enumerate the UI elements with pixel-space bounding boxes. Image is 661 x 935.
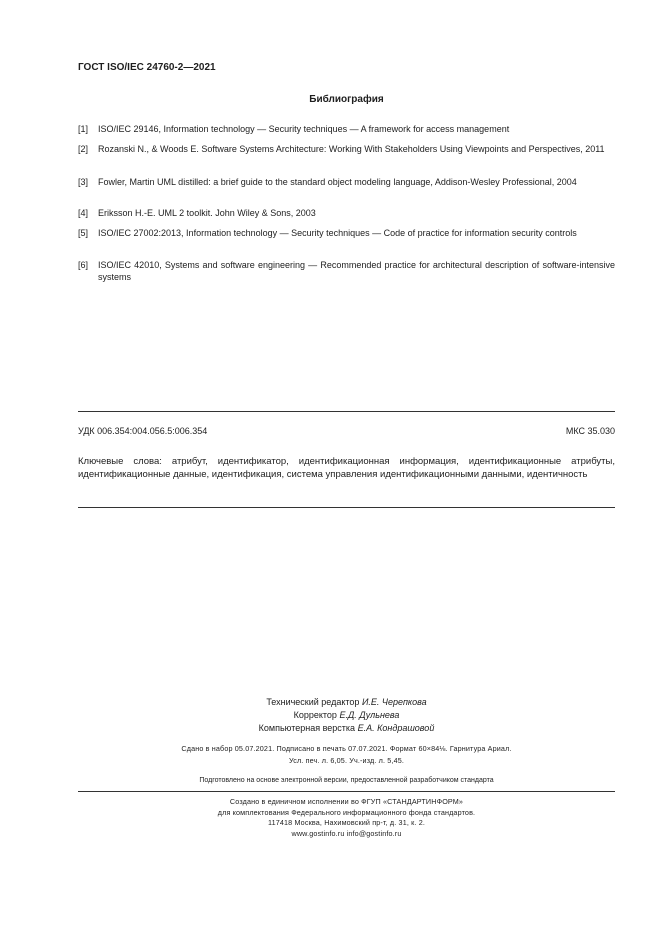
corrector-name: Е.Д. Дульнева [339, 710, 400, 720]
layout-name: Е.А. Кондрашовой [357, 723, 435, 733]
layout-label: Компьютерная верстка [258, 723, 356, 733]
entry-text: ISO/IEC 42010, Systems and software engineering — Recommended practice for architectural description of software-intensive systems [98, 260, 615, 282]
document-code: ГОСТ ISO/IEC 24760-2—2021 [78, 62, 216, 73]
tech-editor-label: Технический редактор [266, 697, 360, 707]
bibliography-entry [78, 144, 615, 156]
bibliography-entry [78, 177, 615, 189]
print-info-line: Усл. печ. л. 6,05. Уч.-изд. л. 5,45. [288, 756, 405, 765]
publisher-info [0, 797, 661, 839]
entry-number: [2] [78, 144, 89, 154]
entry-number: [5] [78, 228, 89, 238]
entry-text: ISO/IEC 29146, Information technology — Security techniques — A framework for access management [98, 124, 510, 134]
entry-number: [4] [78, 208, 89, 218]
publisher-line: 117418 Москва, Нахимовский пр-т, д. 31, к. 2. [267, 818, 426, 827]
tech-editor-line [0, 696, 661, 709]
prepared-note: Подготовлено на основе электронной версии, предоставленной разработчиком стандарта [199, 777, 494, 784]
bibliography-title: Библиография [309, 94, 384, 105]
corrector-label: Корректор [293, 710, 337, 720]
bibliography-entry [78, 260, 615, 283]
publisher-line: для комплектования Федерального информационного фонда стандартов. [217, 807, 476, 817]
udk-code: УДК 006.354:004.056.5:006.354 [78, 426, 208, 436]
bibliography-entry [78, 208, 615, 220]
bibliography-entry [78, 228, 615, 240]
divider-publisher [78, 791, 615, 792]
entry-number: [3] [78, 177, 89, 187]
publisher-line: www.gostinfo.ru info@gostinfo.ru [291, 828, 402, 838]
mks-code: МКС 35.030 [565, 426, 615, 436]
divider-top [78, 411, 615, 412]
credits [0, 696, 661, 735]
divider-bottom [78, 507, 615, 508]
entry-text: Rozanski N., & Woods E. Software Systems Architecture: Working With Stakeholders Using Viewpoints and Perspectives, 2011 [98, 144, 605, 154]
entry-number: [6] [78, 260, 89, 270]
corrector-line [0, 709, 661, 722]
entry-text: ISO/IEC 27002:2013, Information technology — Security techniques — Code of practice for information security controls [98, 228, 577, 238]
layout-line [0, 722, 661, 735]
publisher-line: Создано в единичном исполнении во ФГУП «СТАНДАРТИНФОРМ» [229, 797, 464, 806]
entry-number: [1] [78, 124, 89, 134]
print-info-line: Сдано в набор 05.07.2021. Подписано в печать 07.07.2021. Формат 60×84⅛. Гарнитура Ариал. [181, 744, 512, 753]
entry-text: Eriksson H.-E. UML 2 toolkit. John Wiley & Sons, 2003 [98, 208, 316, 218]
keywords: Ключевые слова: атрибут, идентификатор, идентификационная информация, идентификационные атрибуты, идентификационные данные, идентификация, система управления идентификационными данными, идентичность [78, 456, 615, 480]
bibliography-entry [78, 124, 615, 136]
entry-text: Fowler, Martin UML distilled: a brief guide to the standard object modeling language, Addison-Wesley Professional, 2004 [98, 177, 577, 187]
tech-editor-name: И.Е. Черепкова [361, 697, 427, 707]
print-info [0, 743, 661, 767]
